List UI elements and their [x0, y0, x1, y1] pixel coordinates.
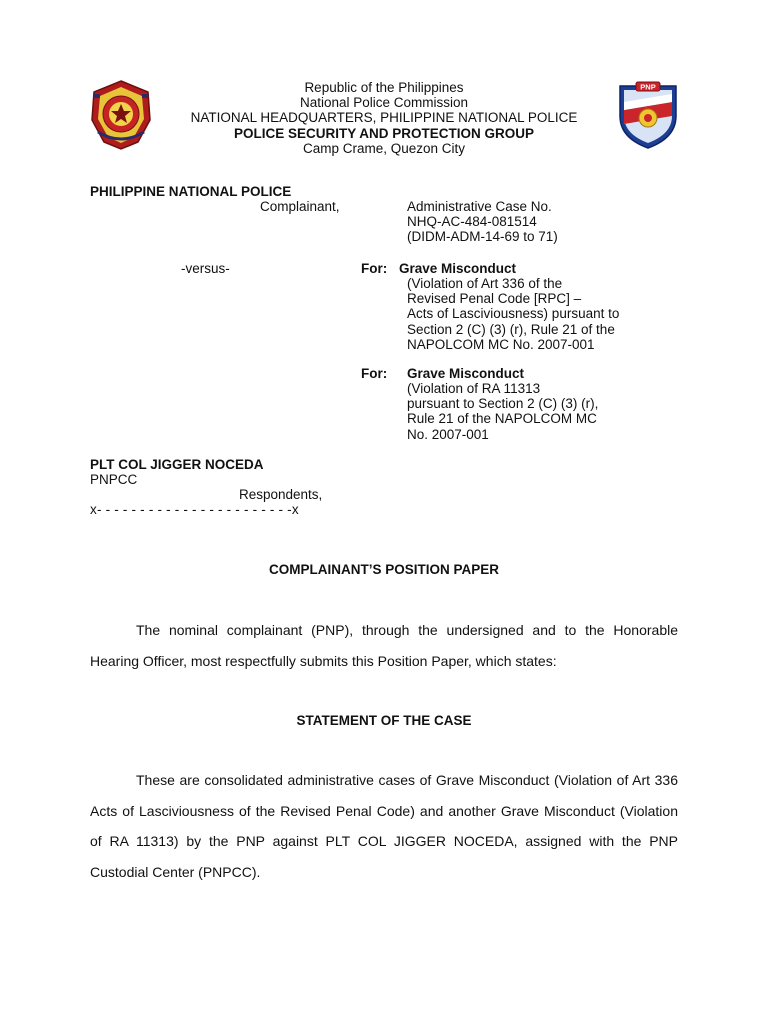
- charge1-details: [407, 276, 619, 352]
- intro-text: The nominal complainant (PNP), through the undersigned and to the Honorable Hearing Officer, most respectfully submits this Position Paper, which states:: [90, 622, 678, 669]
- charge2-title: Grave Misconduct: [407, 366, 525, 381]
- statement-paragraph: [90, 765, 678, 887]
- case-label: Administrative Case No.: [407, 199, 552, 214]
- document-title: COMPLAINANT’S POSITION PAPER: [268, 562, 499, 577]
- charge2-prefix: For:: [361, 366, 388, 381]
- charge1-line: NAPOLCOM MC No. 2007-001: [407, 336, 595, 352]
- complainant-name: PHILIPPINE NATIONAL POLICE: [90, 184, 292, 199]
- pnp-badge-icon: [616, 80, 680, 150]
- charge1-line: Acts of Lasciviousness) pursuant to: [407, 306, 620, 322]
- respondent-unit: PNPCC: [90, 472, 138, 487]
- charge1-line: Revised Penal Code [RPC] –: [407, 291, 582, 307]
- case-number: NHQ-AC-484-081514: [407, 214, 537, 230]
- charge2-line: pursuant to Section 2 (C) (3) (r),: [407, 396, 599, 412]
- charge1-line: (Violation of Art 336 of the: [407, 276, 563, 291]
- charge2-line: (Violation of RA 11313: [407, 381, 541, 396]
- complainant-role: Complainant,: [260, 199, 340, 214]
- letterhead-nhq: NATIONAL HEADQUARTERS, PHILIPPINE NATIONAL POLICE: [190, 110, 578, 126]
- charge2-details: [407, 381, 598, 442]
- letterhead-republic: Republic of the Philippines: [304, 80, 464, 95]
- charge1-line: Section 2 (C) (3) (r), Rule 21 of the: [407, 321, 615, 337]
- charge2-line: No. 2007-001: [407, 426, 489, 442]
- intro-paragraph: [90, 615, 678, 676]
- case-reference: (DIDM-ADM-14-69 to 71): [407, 229, 558, 245]
- charge2-line: Rule 21 of the NAPOLCOM MC: [407, 411, 597, 427]
- charge1-prefix: For:: [361, 261, 388, 276]
- letterhead-location: Camp Crame, Quezon City: [302, 140, 466, 156]
- respondent-role: Respondents,: [239, 487, 323, 502]
- psg-seal-icon: [90, 80, 152, 150]
- charge1-title: Grave Misconduct: [399, 261, 517, 276]
- letterhead: [150, 80, 618, 156]
- versus-label: -versus-: [181, 261, 230, 276]
- respondent-name: PLT COL JIGGER NOCEDA: [90, 457, 264, 472]
- caption-separator: x- - - - - - - - - - - - - - - - - - - - - - -x: [90, 502, 299, 517]
- statement-text: These are consolidated administrative cases of Grave Misconduct (Violation of Art 336 Acts of Lasciviousness of the Revised Penal Code) and another Grave Misconduct (Violation of RA 11313) by the PNP against PLT COL JIGGER NOCEDA, assigned with the PNP Custodial Center (PNPCC).: [90, 772, 678, 880]
- pnp-badge-text: PNP: [640, 82, 656, 92]
- letterhead-napolcom: National Police Commission: [299, 95, 469, 111]
- letterhead-psg: POLICE SECURITY AND PROTECTION GROUP: [233, 125, 535, 141]
- section-heading-statement-of-case: STATEMENT OF THE CASE: [296, 713, 472, 728]
- case-number-block: [407, 199, 558, 245]
